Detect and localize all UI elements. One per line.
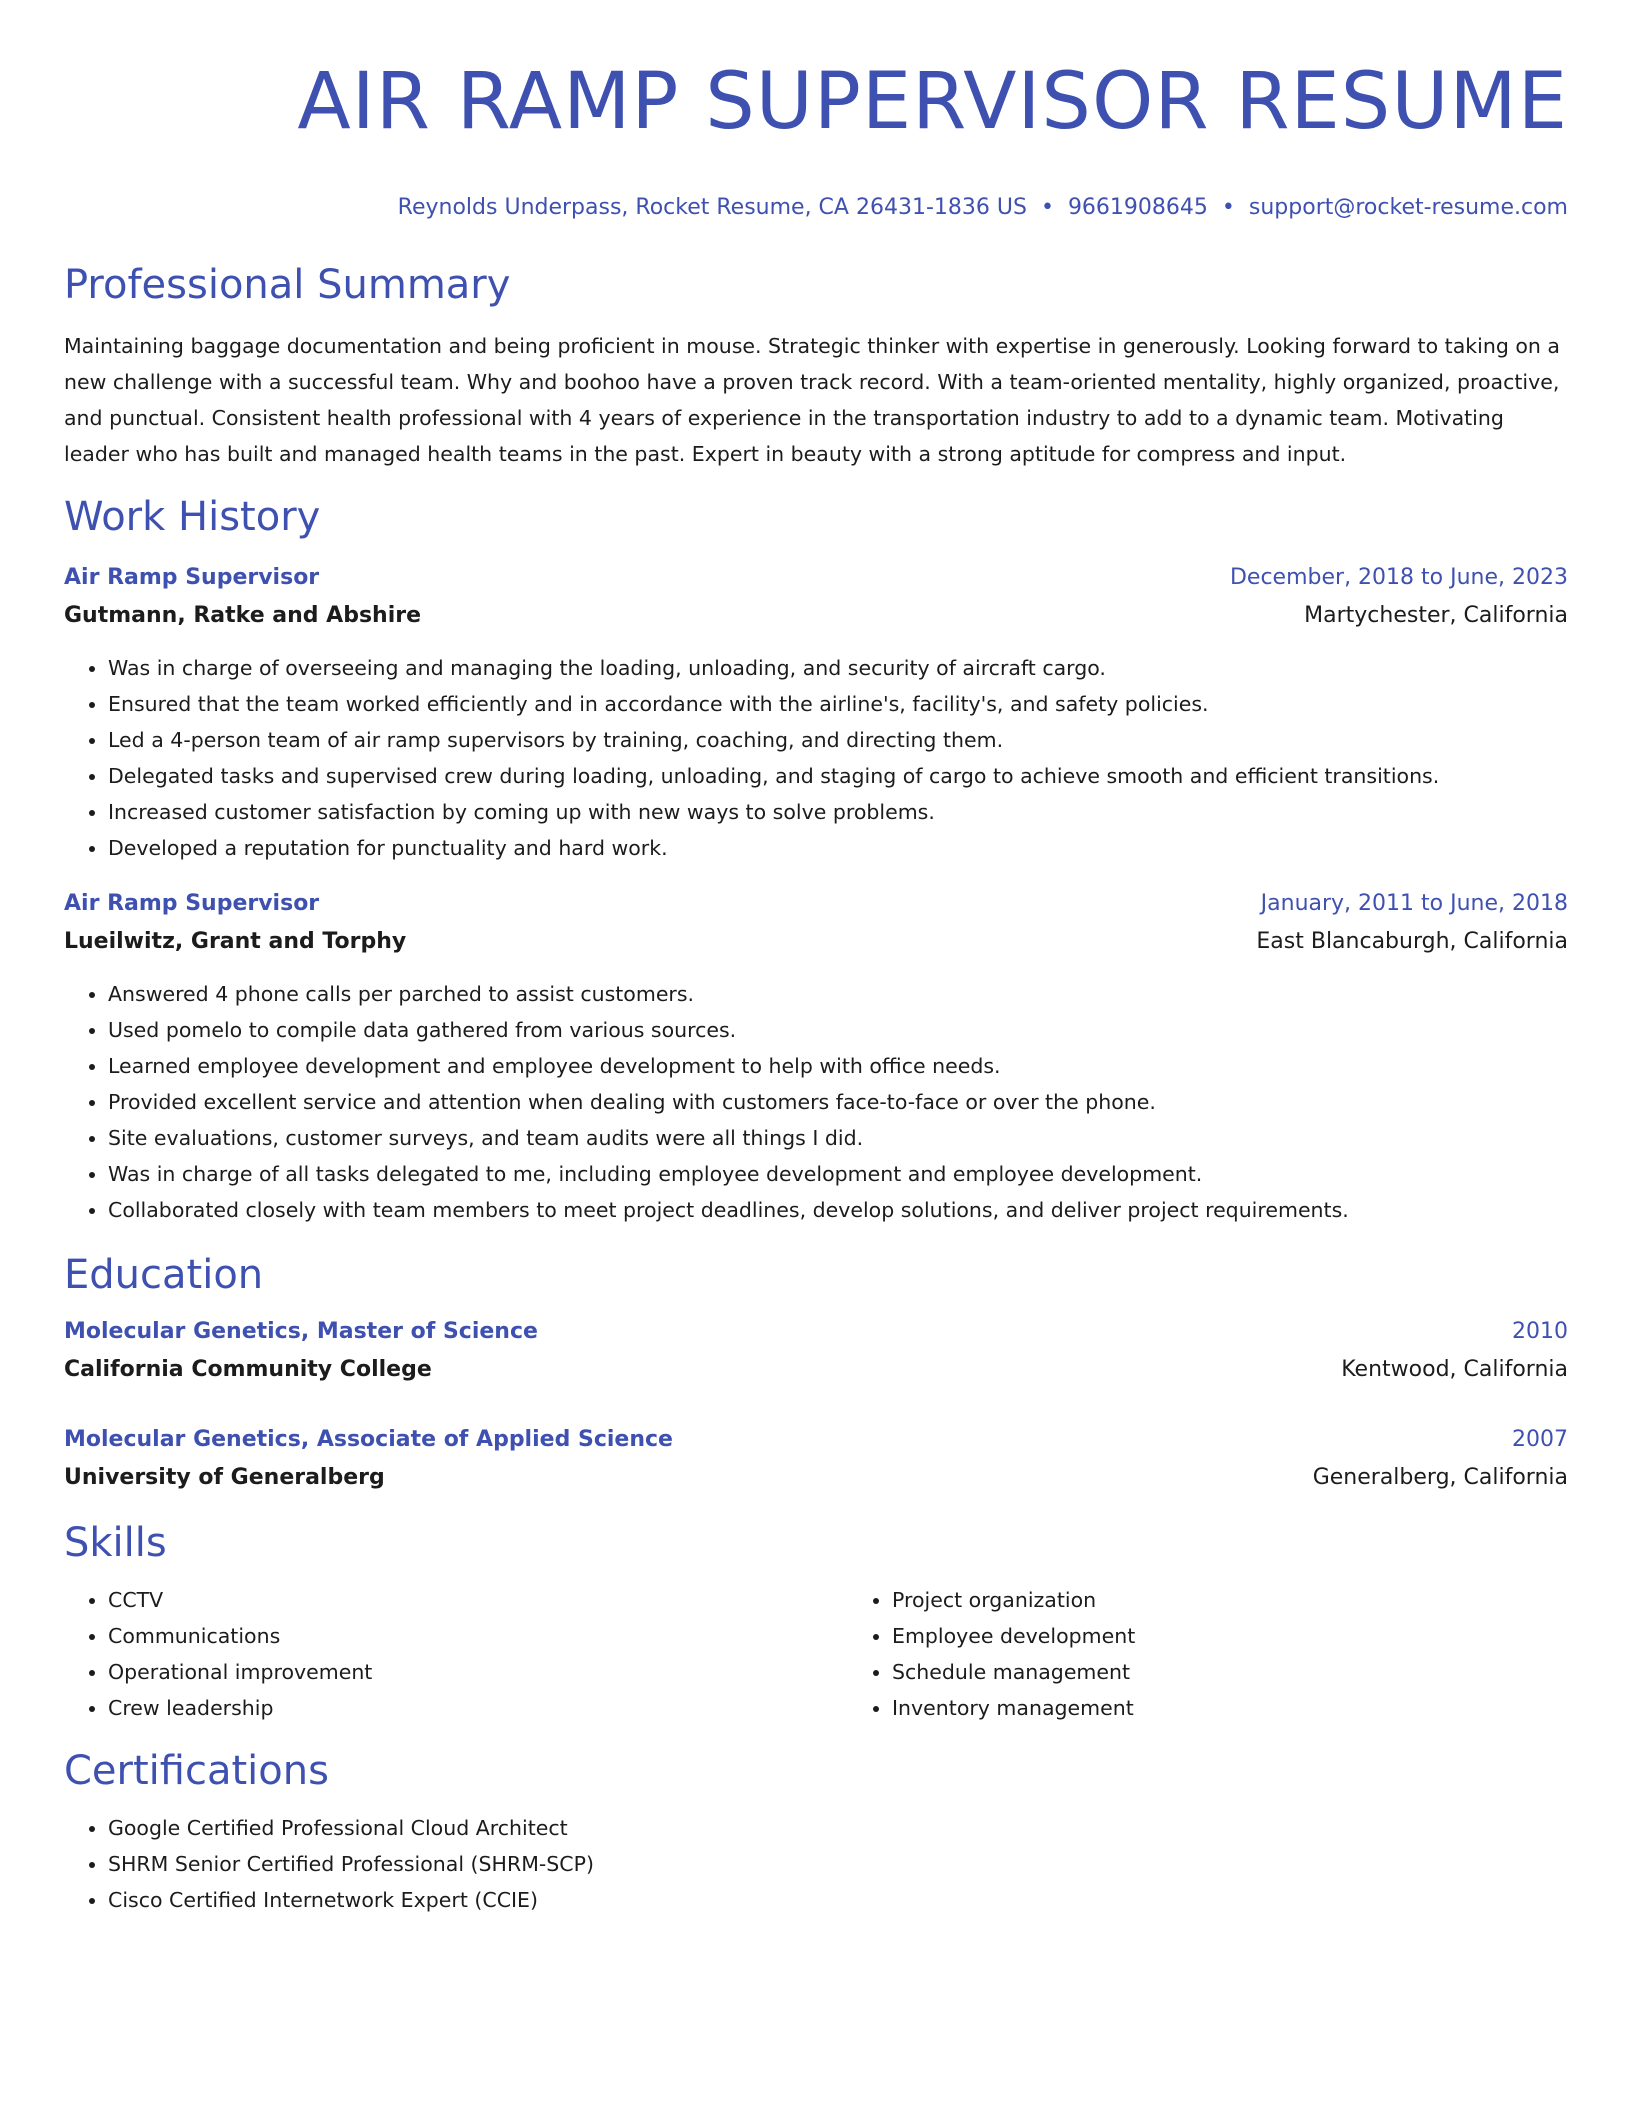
job-title: Air Ramp Supervisor xyxy=(64,565,320,590)
skills-list-left xyxy=(64,1582,848,1726)
section-heading-education: Education xyxy=(64,1252,264,1298)
job-company: Gutmann, Ratke and Abshire xyxy=(64,603,422,628)
skill-item: • Crew leadership xyxy=(108,1690,848,1726)
list-item: • Led a 4-person team of air ramp supervisors by training, coaching, and directing them. xyxy=(108,722,1568,758)
contact-phone: 9661908645 xyxy=(1067,195,1208,220)
job-header-row xyxy=(64,886,1568,922)
education-degree: Molecular Genetics, Associate of Applied Science xyxy=(64,1427,673,1452)
list-item: • Delegated tasks and supervised crew during loading, unloading, and staging of cargo to achieve smooth and efficient transitions. xyxy=(108,758,1568,794)
education-year: 2010 xyxy=(1512,1319,1568,1344)
contact-email: support@rocket-resume.com xyxy=(1248,195,1568,220)
certification-item: • SHRM Senior Certified Professional (SHRM-SCP) xyxy=(108,1846,1568,1882)
skills-list-right xyxy=(848,1582,1632,1726)
contact-line xyxy=(64,193,1568,223)
job-entry xyxy=(64,886,1568,1228)
contact-separator: • xyxy=(1221,195,1235,220)
list-item: • Provided excellent service and attention when dealing with customers face-to-face or over the phone. xyxy=(108,1084,1568,1120)
list-item: • Collaborated closely with team members to meet project deadlines, develop solutions, and deliver project requirements. xyxy=(108,1192,1568,1228)
list-item: • Ensured that the team worked efficiently and in accordance with the airline's, facility's, and safety policies. xyxy=(108,686,1568,722)
job-location: Martychester, California xyxy=(1304,603,1568,628)
section-heading-skills: Skills xyxy=(64,1520,167,1566)
job-location: East Blancaburgh, California xyxy=(1256,929,1568,954)
list-item: • Developed a reputation for punctuality and hard work. xyxy=(108,830,1568,866)
job-dates: December, 2018 to June, 2023 xyxy=(1229,565,1568,590)
education-location: Generalberg, California xyxy=(1312,1465,1568,1490)
certification-item: • Google Certified Professional Cloud Architect xyxy=(108,1810,1568,1846)
section-heading-summary: Professional Summary xyxy=(64,262,511,308)
job-dates: January, 2011 to June, 2018 xyxy=(1260,891,1568,916)
list-item: • Increased customer satisfaction by coming up with new ways to solve problems. xyxy=(108,794,1568,830)
education-school-row xyxy=(64,1350,1568,1390)
skill-item: • CCTV xyxy=(108,1582,848,1618)
education-school: University of Generalberg xyxy=(64,1465,385,1490)
job-company-row xyxy=(64,596,1568,636)
contact-separator: • xyxy=(1040,195,1054,220)
certifications-list xyxy=(64,1810,1568,1918)
education-header-row xyxy=(64,1314,1568,1350)
job-entry xyxy=(64,560,1568,866)
job-bullet-list xyxy=(64,976,1568,1228)
skill-item: • Operational improvement xyxy=(108,1654,848,1690)
skills-grid xyxy=(64,1582,1568,1726)
job-company: Lueilwitz, Grant and Torphy xyxy=(64,929,407,954)
education-section xyxy=(64,1250,1568,1498)
education-school-row xyxy=(64,1458,1568,1498)
summary-section xyxy=(64,260,1568,472)
skill-item: • Employee development xyxy=(892,1618,1632,1654)
skill-item: • Communications xyxy=(108,1618,848,1654)
section-heading-certifications: Certifications xyxy=(64,1748,329,1794)
list-item: • Used pomelo to compile data gathered from various sources. xyxy=(108,1012,1568,1048)
resume-title: AIR RAMP SUPERVISOR RESUME xyxy=(297,57,1568,147)
list-item: • Site evaluations, customer surveys, and team audits were all things I did. xyxy=(108,1120,1568,1156)
education-entry xyxy=(64,1422,1568,1498)
job-bullet-list xyxy=(64,650,1568,866)
list-item: • Learned employee development and employee development to help with office needs. xyxy=(108,1048,1568,1084)
summary-text: Maintaining baggage documentation and being proficient in mouse. Strategic thinker with expertise in generously. Looking forward to taking on a new challenge with a successful team. Why and boohoo have a proven track record. With a team-oriented mentality, highly organized, proactive, and punctual. Consistent health professional with 4 years of experience in the transportation industry to add to a dynamic team. Motivating leader who has built and managed health teams in the past. Expert in beauty with a strong aptitude for compress and input. xyxy=(64,334,1560,466)
skill-item: • Inventory management xyxy=(892,1690,1632,1726)
job-company-row xyxy=(64,922,1568,962)
education-location: Kentwood, California xyxy=(1341,1357,1568,1382)
contact-address: Reynolds Underpass, Rocket Resume, CA 26431-1836 US xyxy=(397,195,1027,220)
list-item: • Answered 4 phone calls per parched to assist customers. xyxy=(108,976,1568,1012)
list-item: • Was in charge of all tasks delegated to me, including employee development and employee development. xyxy=(108,1156,1568,1192)
skill-item: • Project organization xyxy=(892,1582,1632,1618)
work-history-section xyxy=(64,492,1568,1228)
certifications-section xyxy=(64,1746,1568,1918)
skill-item: • Schedule management xyxy=(892,1654,1632,1690)
certification-item: • Cisco Certified Internetwork Expert (CCIE) xyxy=(108,1882,1568,1918)
skills-section xyxy=(64,1518,1568,1726)
education-degree: Molecular Genetics, Master of Science xyxy=(64,1319,538,1344)
education-entry xyxy=(64,1314,1568,1390)
education-header-row xyxy=(64,1422,1568,1458)
education-year: 2007 xyxy=(1512,1427,1568,1452)
job-title: Air Ramp Supervisor xyxy=(64,891,320,916)
section-heading-work-history: Work History xyxy=(64,494,321,540)
list-item: • Was in charge of overseeing and managing the loading, unloading, and security of aircraft cargo. xyxy=(108,650,1568,686)
education-school: California Community College xyxy=(64,1357,432,1382)
job-header-row xyxy=(64,560,1568,596)
